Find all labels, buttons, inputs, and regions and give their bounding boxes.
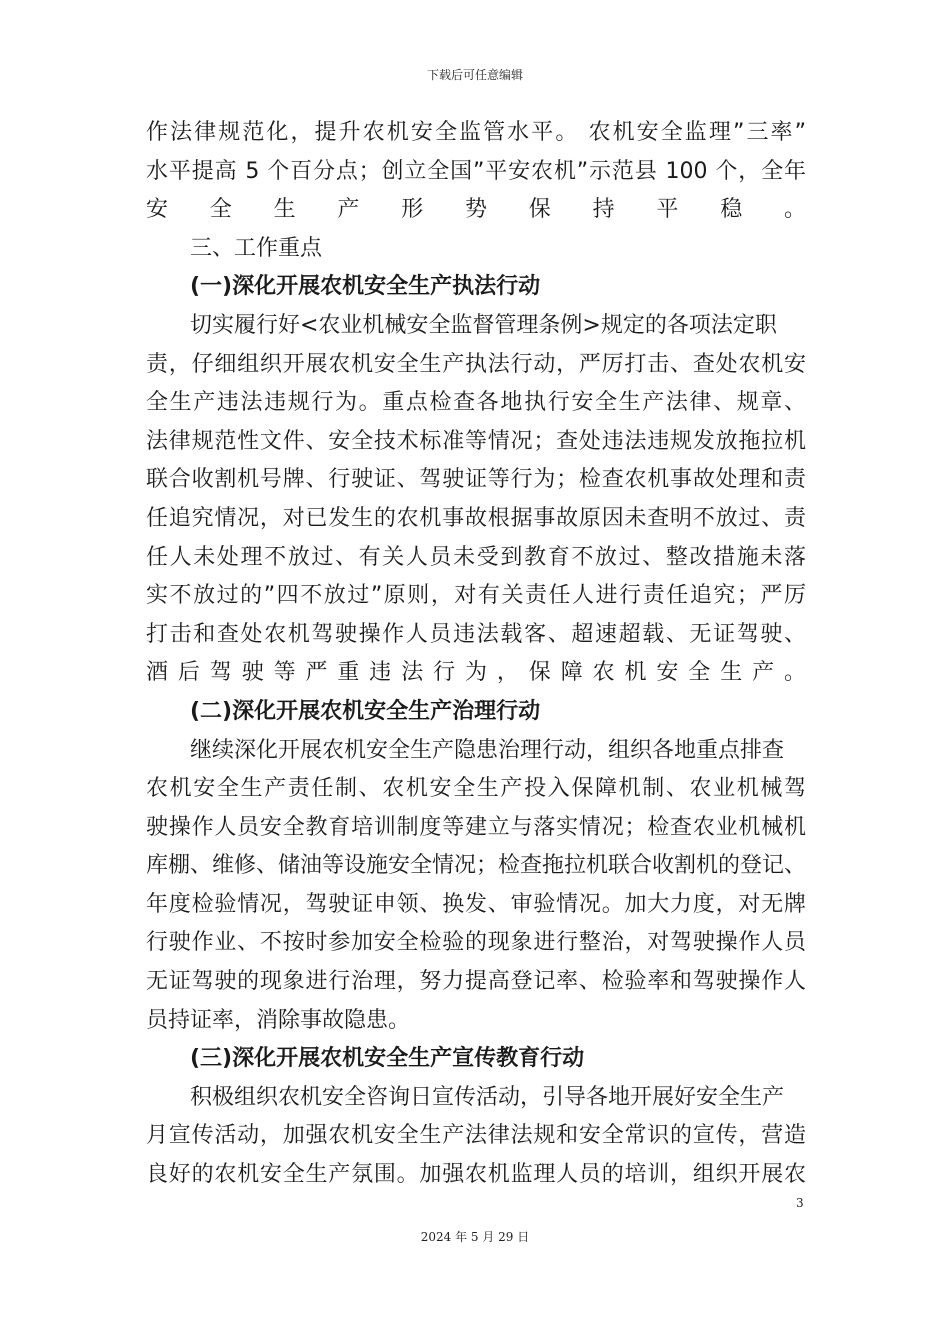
paragraph-line: 安 全 生 产 形 势 保 持 平 稳 。 (146, 197, 806, 223)
paragraph-line: 水平提高 5 个百分点；创立全国”平安农机”示范县 100 个，全年 (146, 158, 806, 184)
paragraph-line: 全生产违法违规行为。重点检查各地执行安全生产法律、规章、 (146, 390, 806, 416)
paragraph-line: 员持证率，消除事故隐患。 (146, 1007, 411, 1033)
section-title: 三、工作重点 (190, 235, 323, 261)
paragraph-line: 任人未处理不放过、有关人员未受到教育不放过、整改措施未落 (146, 544, 806, 570)
paragraph-line: 联合收割机号牌、行驶证、驾驶证等行为；检查农机事故处理和责 (146, 467, 806, 493)
page-number: 3 (796, 1196, 804, 1210)
paragraph-line: 任追究情况，对已发生的农机事故根据事故原因未查明不放过、责 (146, 505, 806, 531)
paragraph-line: 酒 后 驾 驶 等 严 重 违 法 行 为 ， 保 障 农 机 安 全 生 产 。 (146, 660, 806, 686)
paragraph-line: 驶操作人员安全教育培训制度等建立与落实情况；检查农业机械机 (146, 814, 806, 840)
paragraph-line: 实不放过的”四不放过”原则，对有关责任人进行责任追究；严厉 (146, 583, 806, 609)
paragraph-line: 继续深化开展农机安全生产隐患治理行动，组织各地重点排查 (190, 737, 785, 763)
subsection-heading: (三)深化开展农机安全生产宣传教育行动 (190, 1046, 585, 1072)
paragraph-line: 年度检验情况，驾驶证申领、换发、审验情况。加大力度，对无牌 (146, 891, 806, 917)
paragraph-line: 责，仔细组织开展农机安全生产执法行动，严厉打击、查处农机安 (146, 351, 806, 377)
paragraph-line: 月宣传活动，加强农机安全生产法律法规和安全常识的宣传，营造 (146, 1123, 806, 1149)
paragraph-line: 积极组织农机安全咨询日宣传活动，引导各地开展好安全生产 (190, 1084, 785, 1110)
header-note: 下载后可任意编辑 (426, 68, 523, 82)
paragraph-line: 行驶作业、不按时参加安全检验的现象进行整治，对驾驶操作人员 (146, 930, 806, 956)
paragraph-line: 切实履行好<农业机械安全监督管理条例>规定的各项法定职 (190, 312, 777, 338)
paragraph-line: 无证驾驶的现象进行治理，努力提高登记率、检验率和驾驶操作人 (146, 969, 806, 995)
paragraph-line: 法律规范性文件、安全技术标准等情况；查处违法违规发放拖拉机 (146, 428, 806, 454)
paragraph-line: 农机安全生产责任制、农机安全生产投入保障机制、农业机械驾 (146, 776, 806, 802)
paragraph-line: 库棚、维修、储油等设施安全情况；检查拖拉机联合收割机的登记、 (146, 853, 806, 879)
document-body (146, 114, 806, 1195)
subsection-heading: (一)深化开展农机安全生产执法行动 (190, 274, 541, 300)
paragraph-line: 良好的农机安全生产氛围。加强农机监理人员的培训，组织开展农 (146, 1162, 806, 1188)
subsection-heading: (二)深化开展农机安全生产治理行动 (190, 698, 541, 724)
footer-date: 2024 年 5 月 29 日 (420, 1230, 530, 1244)
paragraph-line: 打击和查处农机驾驶操作人员违法载客、超速超载、无证驾驶、 (146, 621, 806, 647)
paragraph-line: 作法律规范化，提升农机安全监管水平。 农机安全监理”三率” (146, 120, 806, 145)
